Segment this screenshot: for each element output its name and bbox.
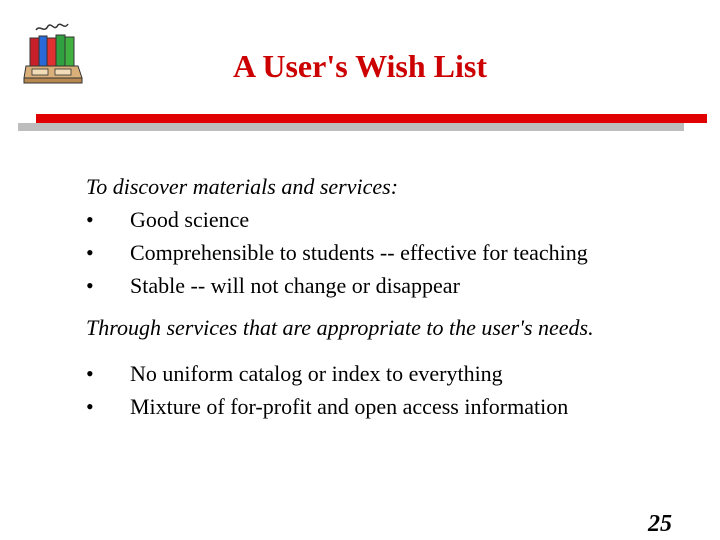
bullet-marker: • — [86, 207, 94, 232]
bullet-marker: • — [86, 361, 94, 386]
title-rule — [36, 114, 707, 123]
list-item: Good science — [130, 207, 250, 232]
list-item: Comprehensible to students -- effective for teaching — [130, 240, 588, 265]
list-item: Stable -- will not change or disappear — [130, 273, 460, 298]
slide-title: A User's Wish List — [233, 48, 487, 84]
page-number: 25 — [648, 511, 672, 537]
bullet-marker: • — [86, 240, 94, 265]
section1-heading: To discover materials and services: — [86, 174, 399, 199]
list-item: No uniform catalog or index to everything — [130, 361, 503, 386]
bullet-marker: • — [86, 394, 94, 419]
title-rule-shadow — [18, 123, 684, 131]
bullet-marker: • — [86, 273, 94, 298]
section2-heading: Through services that are appropriate to the user's needs. — [86, 315, 594, 340]
list-item: Mixture of for-profit and open access information — [130, 394, 569, 419]
